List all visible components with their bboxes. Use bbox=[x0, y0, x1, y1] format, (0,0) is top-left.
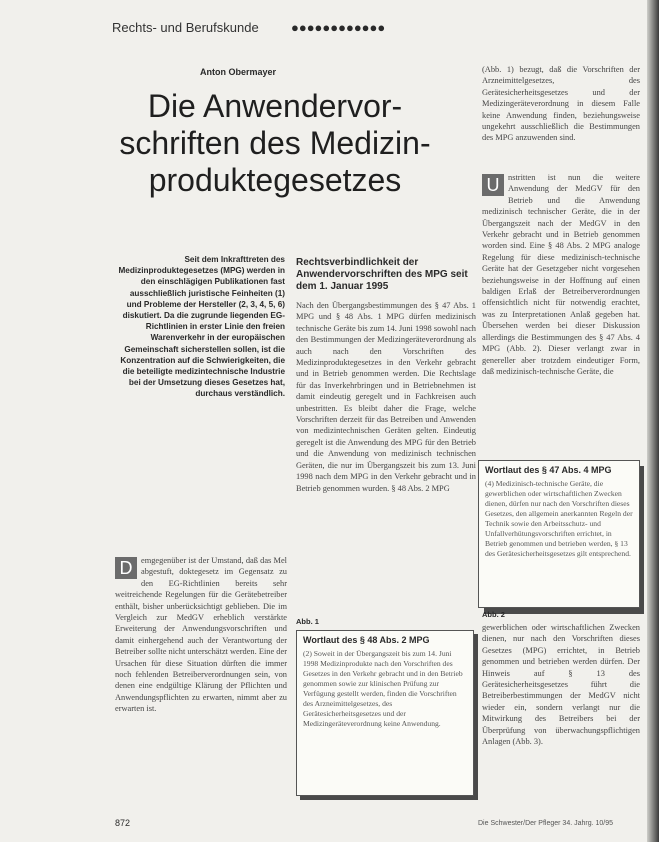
right-body-text: nstritten ist nun die weitere Anwendung der MedGV für den Betrieb und die Anwendung medizinisch technischer Geräte, die in der Übergangszeit nach der MedGV in den Verkehr gebracht und in Betrieb genommen worden sind. Eine § 48 Abs. 2 MPG analoge Regelung für diese medizinisch-technische Geräte hat der Gesetzgeber nicht vorgesehen beziehungsweise in der Hoffnung auf einen baldigen Erlaß der Betreiberverordnungen offensichtlich nicht für notwendig erachtet, was zu Interpretationen Anlaß gegeben hat. Übersehen werden bei dieser Diskussion allerdings die Bestimmungen des § 47 Abs. 4 MPG (Abb. 2). Dieser verlangt zwar in genereller aber trotzdem eindeutiger Form, daß medizinisch-technische Geräte, die bbox=[482, 173, 640, 376]
quote-box-48 bbox=[296, 630, 474, 796]
quote-box-47 bbox=[478, 460, 640, 608]
page-number: 872 bbox=[115, 818, 131, 828]
right-column-bottom-text: gewerblichen oder wirtschaftlichen Zwecken dienen, nur nach den Vorschriften dieses Gesetzes (MPG) errichtet, in Betrieb genommen und betrieben werden dürfen. Der Hinweis auf § 13 des Gerätesicherheitsgesetzes führt die Betreiberbestimmungen der MedGV nicht wieder ein, sondern verlangt nur die Mitwirkung des Betreibers bei der Überprüfung von überwachungspflichtigen Anlagen (Abb. 3). bbox=[482, 623, 640, 747]
lead-paragraph: Seit dem Inkrafttreten des Medizinproduktegesetzes (MPG) werden in den einschlägigen Publikationen fast ausschließlich juristische Feinheiten (1) und Probleme der Hersteller (2, 3, 4, 5, 6) diskutiert. Da die zugrunde liegenden EG-Richtlinien in erster Linie den freien Warenverkehr in der europäischen Gemeinschaft sicherstellen sollen, ist die Konzentration auf die Schwierigkeiten, die die beteiligte medizintechnische Industrie bei der Umsetzung dieses Gesetzes hat, durchaus verständlich. bbox=[118, 255, 285, 399]
article-title bbox=[100, 88, 450, 199]
header-dots: ●●●●●●●●●●●● bbox=[291, 20, 386, 35]
journal-footer: Die Schwester/Der Pfleger 34. Jahrg. 10/95 bbox=[478, 820, 614, 827]
box-body: (4) Medizinisch-technische Geräte, die gewerblichen oder wirtschaftlichen Zwecken dienen, dürfen nur nach den Vorschriften dieses Gesetzes, den allgemein anerkannten Regeln der Technik sowie den Arbeitsschutz- und Unfallverhütungsvorschriften errichtet, in Betrieb genommen und betrieben werden, § 13 des Gerätesicherheitsgesetzes gilt entsprechend. bbox=[485, 479, 633, 558]
dropcap: U bbox=[482, 174, 504, 196]
box-title: Wortlaut des § 48 Abs. 2 MPG bbox=[303, 635, 430, 645]
title-line: schriften des Medizin- bbox=[119, 125, 431, 161]
subheading: Rechtsverbindlichkeit der Anwendervorschriften des MPG seit dem 1. Januar 1995 bbox=[296, 257, 468, 292]
box-body: (2) Soweit in der Übergangszeit bis zum 14. Juni 1998 Medizinprodukte nach den Vorschriften des Gesetzes in den Verkehr gebracht und in den Betrieb genommen sowie zur klinischen Prüfung zur Verfügung gestellt werden, finden die Vorschriften des Arzneimittelgesetzes, des Gerätesicherheitsgesetzes und der Medizingeräteverordnung keine Anwendung. bbox=[303, 649, 463, 728]
author: Anton Obermayer bbox=[200, 67, 277, 77]
dropcap: D bbox=[115, 557, 137, 579]
left-body-text: emgegenüber ist der Umstand, daß das Mel abgestuft, doktegesetz im Gegensatz zu den EG-Richtlinien bereits sehr weitreichende Regelungen für die Gerätebetreiber enthält, bisher unberücksichtigt geblieben. Die im Vergleich zur MedGV erheblich verstärkte Erweiterung der Anwendungsvorschriften und damit einhergehend auch der Verantwortung der Betreiber sollte nicht unterschätzt werden. Eine der Ursachen für diese Situation dürften die immer noch fehlenden Betreiberverordnungen sein, von denen eine endgültige Klärung der Pflichten und Anwendungspflichten zu erwarten, nimmt aber zu erwarten ist. bbox=[115, 556, 287, 714]
title-line: Die Anwendervor- bbox=[147, 88, 403, 124]
left-column-text bbox=[115, 555, 287, 715]
section-header: Rechts- und Berufskunde bbox=[112, 20, 259, 35]
right-column-top-text: (Abb. 1) bezugt, daß die Vorschriften der Arzneimittelgesetzes, des Gerätesicherheitsgesetzes und der Medizingeräteverordnung in diesem Falle keine Anwendung finden, beziehungsweise ungekehrt ausschließlich die Bestimmungen des MPG anzuwenden sind. bbox=[482, 65, 640, 143]
page-edge-shadow bbox=[647, 0, 659, 842]
figure-caption: Abb. 1 bbox=[296, 617, 319, 626]
figure-caption: Abb. 2 bbox=[482, 610, 505, 619]
middle-column-text: Nach den Übergangsbestimmungen des § 47 Abs. 1 MPG und § 48 Abs. 1 MPG dürfen medizinisch technische Geräte bis zum 14. Juni 1998 sowohl nach den Bestimmungen der Medizingeräteverordnung als auch nach den Vorschriften des Medizinproduktegesetzes in den Verkehr gebracht und in Betrieb genommen werden. Die Rechtslage für das Inverkehrbringen und in Betriebnehmen ist damit eindeutig geregelt und in Fachkreisen auch unbestritten. Es bleibt daher die Frage, welche Vorschriften derzeit für das Betreiben und Anwenden von medizintechnischen Geräten gelten. Eindeutig geregelt ist die Anwendung des MPG für den Betrieb und die Anwendung von medizinisch technischen Geräten, die nur im Übergangszeit bis zum 13. Juni 1998 nach dem MPG in den Verkehr gebracht und in Betrieb genommen wurden. § 48 Abs. 2 MPG bbox=[296, 301, 476, 493]
box-title: Wortlaut des § 47 Abs. 4 MPG bbox=[485, 465, 612, 475]
right-column-text bbox=[482, 172, 640, 377]
title-line: produktegesetzes bbox=[148, 162, 402, 198]
